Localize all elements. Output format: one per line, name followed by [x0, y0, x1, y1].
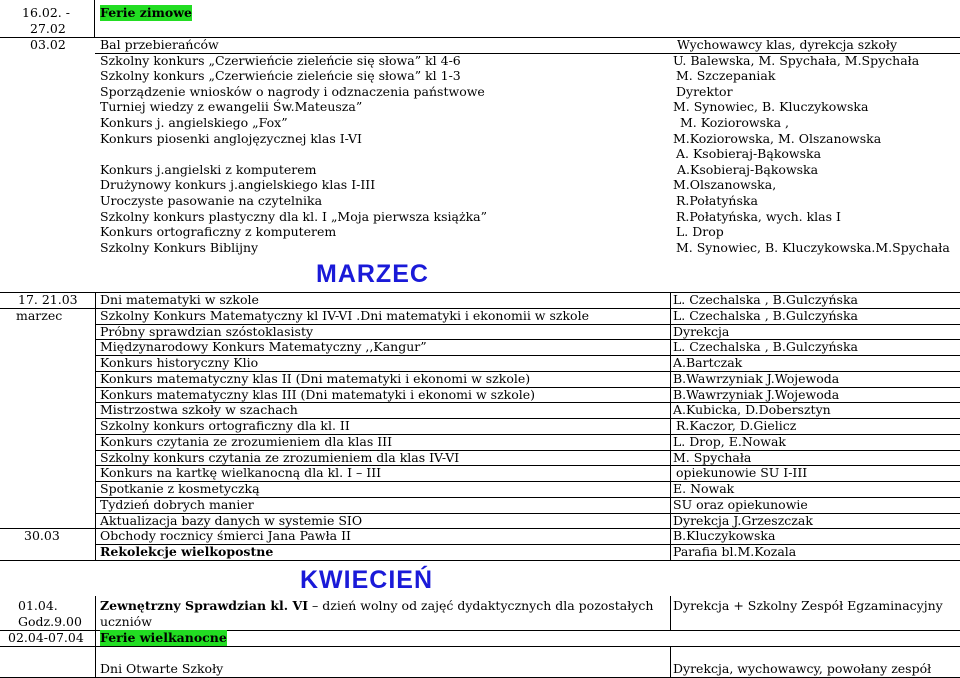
divider — [0, 308, 95, 309]
sprawdzian-person: Dyrekcja + Szkolny Zespół Egzaminacyjny — [673, 598, 943, 613]
divider — [95, 339, 960, 340]
row-event: Tydzień dobrych manier — [100, 496, 254, 512]
divider — [95, 497, 960, 498]
row-person: Dyrekcja — [673, 323, 730, 339]
row-event: Rekolekcje wielkopostne — [100, 544, 274, 559]
date-ferie-start: 16.02. - — [22, 5, 70, 20]
row-event: Dni matematyki w szkole — [100, 292, 259, 307]
row-person: B.Wawrzyniak J.Wojewoda — [673, 386, 840, 402]
row-person: M.Koziorowska, M. Olszanowska — [673, 130, 882, 146]
divider — [0, 528, 960, 529]
row-event: Konkurs historyczny Klio — [100, 355, 259, 370]
divider — [95, 481, 960, 482]
row-person: Dyrektor — [676, 83, 733, 99]
divider — [95, 513, 960, 514]
row-event: Szkolny konkurs ortograficzny dla kl. II — [100, 418, 350, 433]
divider — [95, 53, 960, 54]
row-person: L. Drop — [676, 224, 724, 240]
row-event: Bal przebierańców — [100, 37, 219, 52]
divider — [95, 387, 960, 388]
row-date: 03.02 — [30, 37, 66, 52]
divider — [0, 292, 960, 293]
row-event: Konkurs czytania ze zrozumieniem dla klas III — [100, 433, 393, 449]
row-event: Konkurs na kartkę wielkanocną dla kl. I – III — [100, 465, 382, 481]
divider — [95, 292, 96, 560]
row-person: L. Czechalska , B.Gulczyńska — [673, 307, 858, 323]
row-person: opiekunowie SU I-III — [676, 465, 808, 481]
row-event: Drużynowy konkurs j.angielskiego klas I-III — [100, 177, 376, 193]
row-event: Aktualizacja bazy danych w systemie SIO — [100, 512, 363, 528]
divider — [95, 37, 960, 38]
kwiecien-heading: KWIECIEŃ — [300, 566, 433, 594]
date-ferie-wielkanocne: 02.04-07.04 — [8, 630, 84, 645]
row-person: A.Ksobieraj-Bąkowska — [677, 161, 819, 177]
row-person: M. Synowiec, B. Kluczykowska — [673, 99, 869, 115]
dni-otwarte-person: Dyrekcja, wychowawcy, powołany zespół — [673, 661, 932, 676]
divider — [95, 355, 960, 356]
row-event: Konkurs piosenki anglojęzycznej klas I-VI — [100, 130, 362, 146]
divider — [95, 371, 960, 372]
date-marzec: marzec — [16, 308, 63, 323]
date-sprawdzian: 01.04. — [18, 598, 58, 613]
divider — [670, 292, 671, 560]
row-event: Konkurs matematyczny klas II (Dni matematyki i ekonomi w szkole) — [100, 370, 531, 386]
row-person: Dyrekcja J.Grzeszczak — [673, 512, 813, 528]
divider — [95, 544, 960, 545]
row-person: U. Balewska, M. Spychała, M.Spychała — [673, 52, 920, 68]
divider — [670, 646, 671, 677]
row-event: Spotkanie z kosmetyczką — [100, 481, 260, 496]
ferie-zimowe-label: Ferie zimowe — [100, 5, 192, 20]
divider — [0, 560, 960, 561]
row-event: Szkolny konkurs czytania ze zrozumieniem dla klas IV-VI — [100, 449, 460, 465]
row-event: Szkolny konkurs „Czerwieńcie zieleńcie się słowa” kl 4-6 — [100, 52, 461, 68]
row-person: A. Ksobieraj-Bąkowska — [676, 146, 822, 162]
divider — [95, 465, 960, 466]
row-date: 30.03 — [24, 528, 60, 544]
row-event: Sporządzenie wniosków o nagrody i odznaczenia państwowe — [100, 83, 485, 99]
divider — [95, 646, 96, 677]
row-event: Turniej wiedzy z ewangelii Św.Mateusza” — [100, 99, 363, 115]
row-event: Konkurs ortograficzny z komputerem — [100, 224, 337, 240]
divider — [95, 596, 96, 646]
row-event: Mistrzostwa szkoły w szachach — [100, 402, 298, 418]
date-ferie-end: 27.02 — [30, 21, 66, 36]
row-person: M. Koziorowska , — [680, 115, 789, 130]
divider — [670, 596, 671, 630]
sprawdzian-event-line2: uczniów — [100, 614, 152, 629]
divider — [95, 308, 960, 309]
row-event: Międzynarodowy Konkurs Matematyczny ,,Kangur” — [100, 339, 427, 355]
row-event: Szkolny konkurs plastyczny dla kl. I „Moja pierwsza książka” — [100, 208, 487, 224]
row-person: A.Kubicka, D.Doberszty‌n — [673, 402, 831, 418]
marzec-heading: MARZEC — [316, 260, 429, 288]
row-person: Wychowawcy klas, dyrekcja szkoły — [677, 37, 898, 52]
divider — [95, 402, 960, 403]
time-sprawdzian: Godz.9.00 — [18, 614, 82, 629]
row-person: A.Bartczak — [673, 355, 743, 370]
ferie-wielkanocne-label: Ferie wielkanocne — [100, 630, 227, 645]
row-person: SU oraz opiekunowie — [673, 496, 808, 512]
date-marzec-range: 17. 21.03 — [18, 292, 78, 307]
row-person: B.Wawrzyniak J.Wojewoda — [673, 370, 840, 386]
row-event: Próbny sprawdzian szóstoklasisty — [100, 323, 314, 339]
divider — [95, 450, 960, 451]
row-person: M. Spychała — [673, 449, 752, 465]
row-event: Konkurs j.angielski z komputerem — [100, 161, 317, 177]
sprawdzian-title: Zewnętrzny Sprawdzian kl. VI — [100, 598, 309, 613]
row-person: R.Połatyńska — [676, 193, 758, 208]
row-event: Szkolny Konkurs Matematyczny kl IV-VI .Dni matematyki i ekonomii w szkole — [100, 307, 589, 323]
row-event: Szkolny konkurs „Czerwieńcie zieleńcie się słowa” kl 1-3 — [100, 68, 461, 84]
row-person: R.Połatyńska, wych. klas I — [676, 208, 841, 224]
row-event: Obchody rocznicy śmierci Jana Pawła II — [100, 528, 351, 544]
row-person: R.Kaczor, D.Gielicz — [676, 418, 797, 433]
sprawdzian-note: – dzień wolny od zajęć dydaktycznych dla pozostałych — [308, 598, 654, 613]
row-event: Konkurs matematyczny klas III (Dni matematyki i ekonomi w szkole) — [100, 386, 536, 402]
row-event: Szkolny Konkurs Biblijny — [100, 239, 259, 255]
divider — [94, 0, 95, 37]
divider — [95, 324, 960, 325]
row-event: Uroczyste pasowanie na czytelnika — [100, 193, 323, 208]
row-event: Konkurs j. angielskiego „Fox” — [100, 115, 288, 130]
sprawdzian-event — [100, 598, 653, 614]
row-person: M. Szczepaniak — [676, 68, 776, 84]
divider — [95, 434, 960, 435]
dni-otwarte-event: Dni Otwarte Szkoły — [100, 661, 224, 676]
row-person: Parafia bl.M.Kozala — [673, 544, 797, 559]
row-person: B.Kluczykowska — [673, 528, 776, 544]
divider — [0, 646, 960, 647]
divider — [95, 418, 960, 419]
row-person: M. Synowiec, B. Kluczykowska.M.Spychała — [676, 239, 950, 255]
row-person: E. Nowak — [673, 481, 735, 496]
row-person: L. Drop, E.Nowak — [673, 433, 787, 449]
row-person: M.Olszanowska, — [673, 177, 777, 193]
row-person: L. Czechalska , B.Gulczyńska — [673, 292, 858, 307]
row-person: L. Czechalska , B.Gulczyńska — [673, 339, 858, 355]
